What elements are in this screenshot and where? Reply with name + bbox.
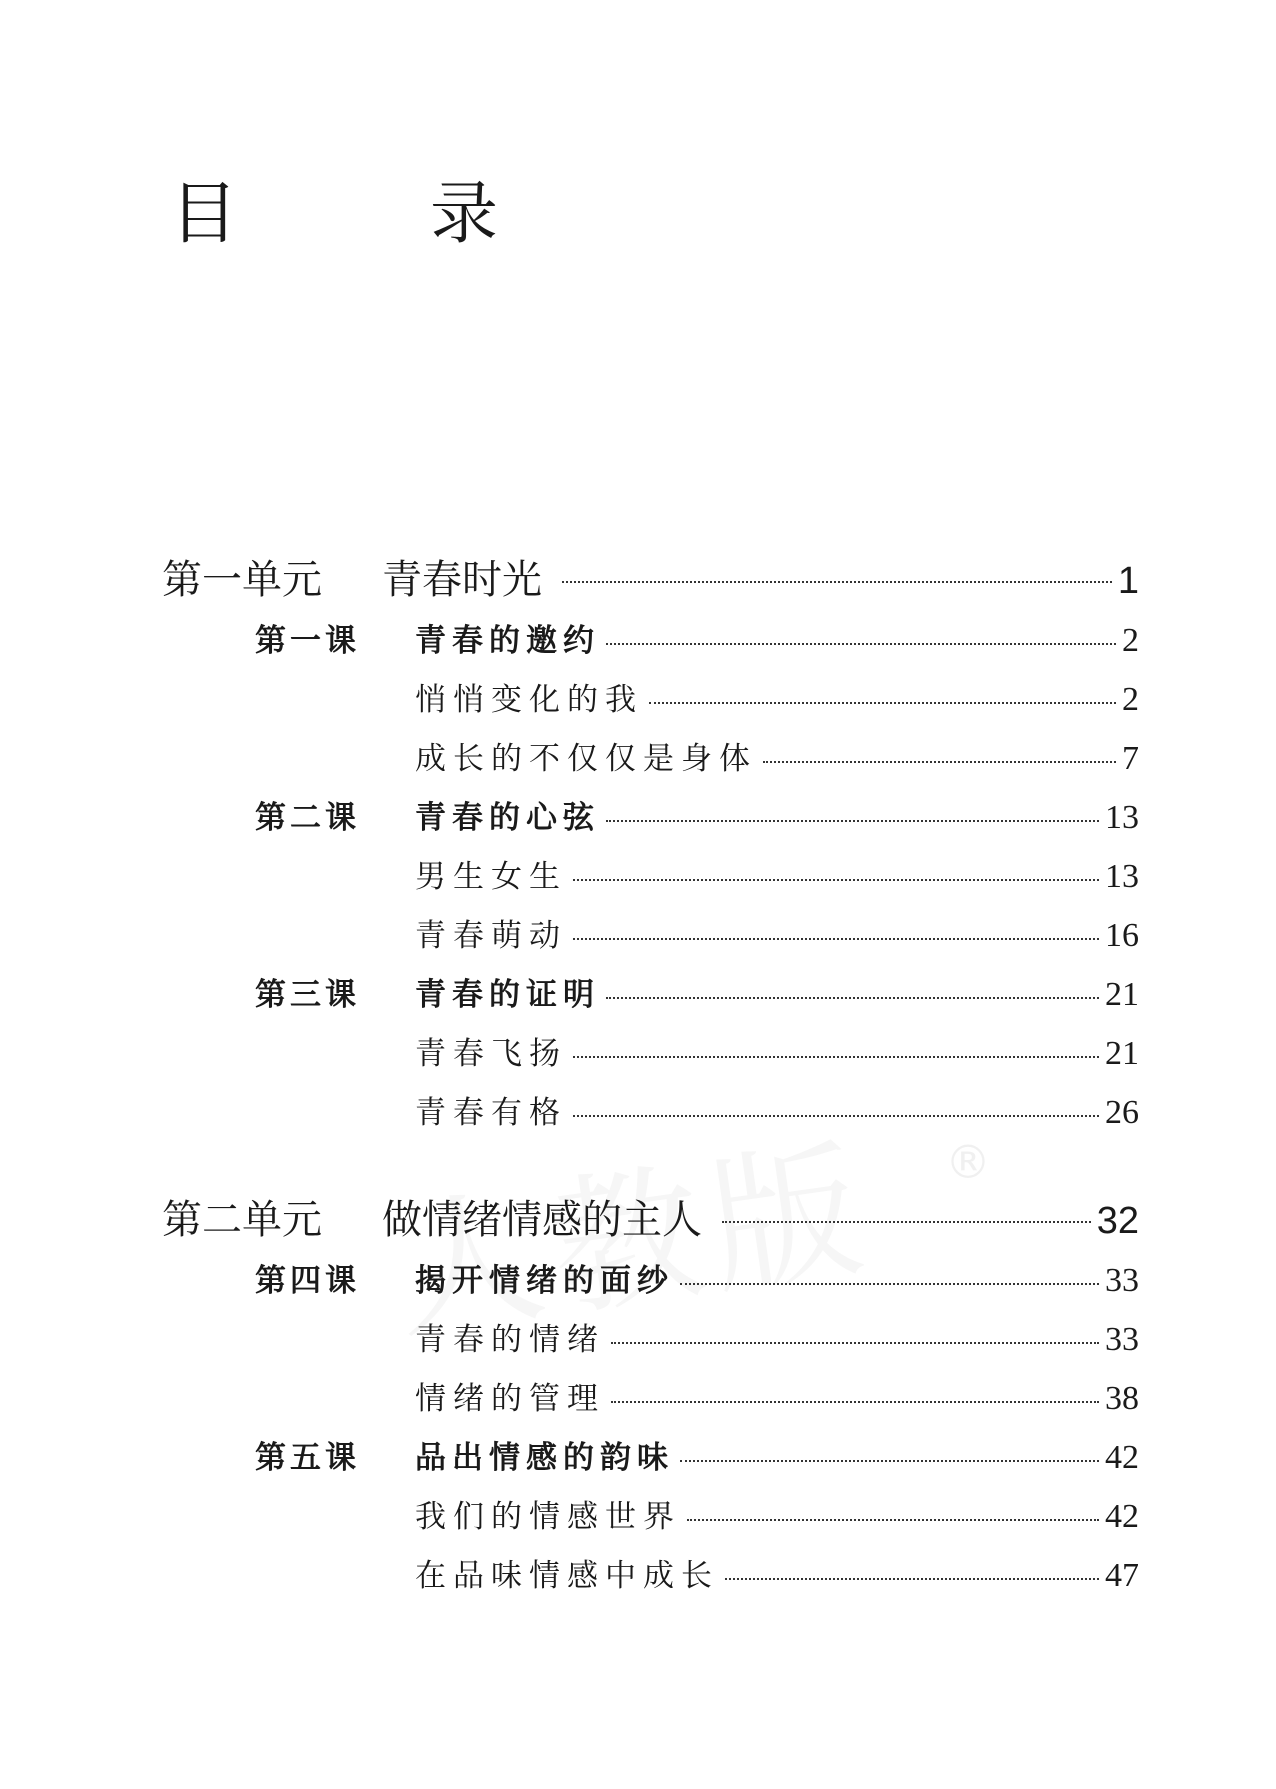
- section-title: 情绪的管理: [415, 1381, 605, 1417]
- toc-unit-1[interactable]: [162, 548, 1139, 605]
- lesson-prefix: 第四课: [255, 1263, 360, 1299]
- unit-title: 做情绪情感的主人: [382, 1197, 702, 1243]
- dot-leader: [606, 820, 1099, 822]
- section-title: 青春有格: [415, 1095, 567, 1131]
- page-number: 2: [1122, 622, 1139, 659]
- toc-lesson-2[interactable]: [255, 792, 1139, 837]
- page-number: 1: [1117, 560, 1139, 602]
- lesson-title: 青春的心弦: [415, 800, 600, 836]
- dot-leader: [722, 1221, 1091, 1223]
- lesson-title: 青春的邀约: [415, 623, 600, 659]
- toc-section[interactable]: [415, 1028, 1139, 1073]
- lesson-prefix: 第五课: [255, 1440, 360, 1476]
- dot-leader: [562, 581, 1112, 583]
- page-number: 13: [1105, 858, 1139, 895]
- section-title: 青春萌动: [415, 918, 567, 954]
- toc-section[interactable]: [415, 851, 1139, 896]
- toc-lesson-5[interactable]: [255, 1432, 1139, 1477]
- section-title: 男生女生: [415, 859, 567, 895]
- page-title: 目 录: [170, 174, 561, 254]
- dot-leader: [573, 1115, 1099, 1117]
- page-number: 42: [1105, 1498, 1139, 1535]
- dot-leader: [649, 702, 1116, 704]
- unit-prefix: 第二单元: [162, 1197, 322, 1243]
- dot-leader: [611, 1401, 1099, 1403]
- toc-section[interactable]: [415, 1087, 1139, 1132]
- dot-leader: [687, 1519, 1099, 1521]
- toc-section[interactable]: [415, 674, 1139, 719]
- lesson-prefix: 第二课: [255, 800, 360, 836]
- toc-section[interactable]: [415, 1550, 1139, 1595]
- toc-lesson-4[interactable]: [255, 1255, 1139, 1300]
- dot-leader: [606, 997, 1099, 999]
- dot-leader: [606, 643, 1116, 645]
- page-number: 21: [1105, 1035, 1139, 1072]
- lesson-title: 品出情感的韵味: [415, 1440, 674, 1476]
- section-title: 在品味情感中成长: [415, 1558, 719, 1594]
- dot-leader: [763, 761, 1116, 763]
- dot-leader: [725, 1578, 1099, 1580]
- dot-leader: [573, 938, 1099, 940]
- toc-section[interactable]: [415, 910, 1139, 955]
- unit-prefix: 第一单元: [162, 557, 322, 603]
- lesson-prefix: 第一课: [255, 623, 360, 659]
- lesson-prefix: 第三课: [255, 977, 360, 1013]
- section-title: 青春飞扬: [415, 1036, 567, 1072]
- page-number: 47: [1105, 1557, 1139, 1594]
- toc-section[interactable]: [415, 1314, 1139, 1359]
- toc-lesson-3[interactable]: [255, 969, 1139, 1014]
- page-number: 13: [1105, 799, 1139, 836]
- registered-mark: ®: [945, 1135, 991, 1189]
- page-number: 33: [1105, 1321, 1139, 1358]
- dot-leader: [680, 1460, 1099, 1462]
- page-number: 7: [1122, 740, 1139, 777]
- dot-leader: [573, 879, 1099, 881]
- page-number: 38: [1105, 1380, 1139, 1417]
- section-title: 青春的情绪: [415, 1322, 605, 1358]
- lesson-title: 揭开情绪的面纱: [415, 1263, 674, 1299]
- dot-leader: [573, 1056, 1099, 1058]
- lesson-title: 青春的证明: [415, 977, 600, 1013]
- unit-title: 青春时光: [382, 557, 542, 603]
- dot-leader: [611, 1342, 1099, 1344]
- toc-section[interactable]: [415, 733, 1139, 778]
- page-number: 33: [1105, 1262, 1139, 1299]
- toc-section[interactable]: [415, 1491, 1139, 1536]
- page-number: 26: [1105, 1094, 1139, 1131]
- page-number: 2: [1122, 681, 1139, 718]
- toc-unit-2[interactable]: [162, 1188, 1139, 1245]
- page-number: 42: [1105, 1439, 1139, 1476]
- section-title: 悄悄变化的我: [415, 682, 643, 718]
- toc-lesson-1[interactable]: [255, 615, 1139, 660]
- page-number: 21: [1105, 976, 1139, 1013]
- section-title: 成长的不仅仅是身体: [415, 741, 757, 777]
- toc-section[interactable]: [415, 1373, 1139, 1418]
- dot-leader: [680, 1283, 1099, 1285]
- page-number: 16: [1105, 917, 1139, 954]
- section-title: 我们的情感世界: [415, 1499, 681, 1535]
- page-number: 32: [1096, 1200, 1139, 1242]
